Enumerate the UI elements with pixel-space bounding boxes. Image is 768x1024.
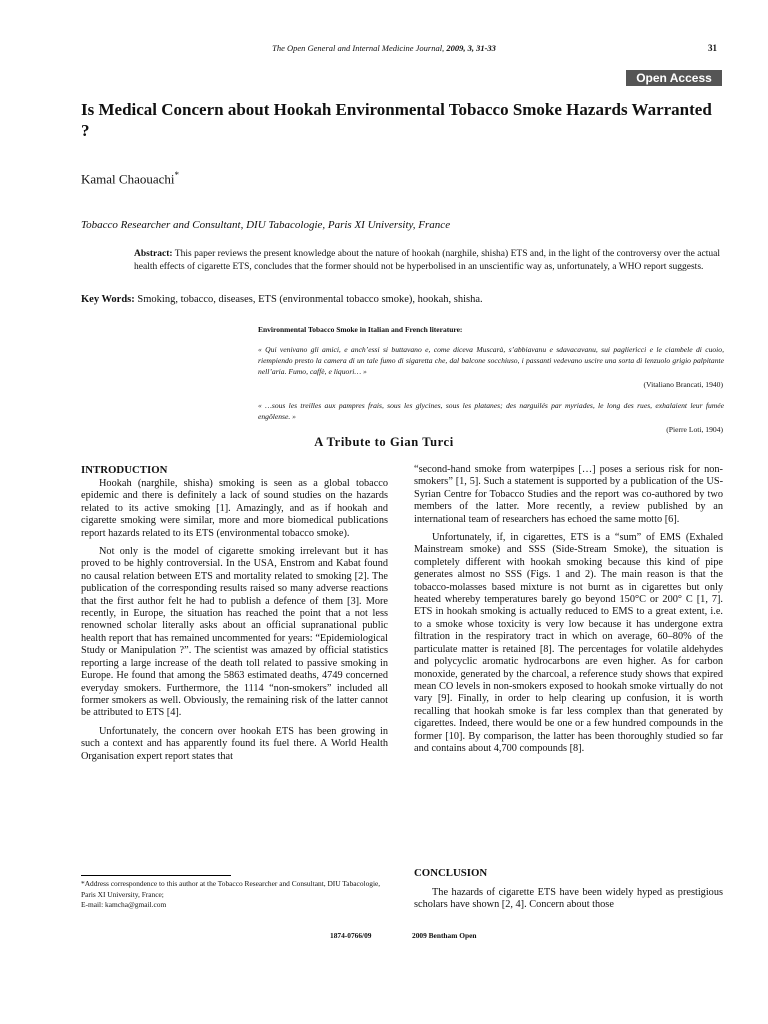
introduction-heading: INTRODUCTION <box>81 464 168 476</box>
journal-header <box>0 43 768 53</box>
journal-year-volume: 2009, 3, <box>446 43 474 53</box>
abstract <box>134 248 720 274</box>
right-column <box>414 464 723 761</box>
tribute-heading: A Tribute to Gian Turci <box>314 435 454 449</box>
conclusion-paragraph-1: The hazards of cigarette ETS have been widely hyped as prestigious scholars have shown [2, 4]. Concern about those <box>414 887 723 911</box>
body-paragraph-2: Unfortunately, if, in cigarettes, ETS is a “sum” of EMS (Exhaled Mainstream smoke) and SSS (Side-Stream Smoke), the situation is completely different with hookah smoking because this kind of pipe generates almost no SSS (Figs. 1 and 2). The main reason is that the tobacco-molasses based mixture is not burnt as in cigarettes but only heated whereby temperatures barely go beyond 150°C or 200° C [1, 7]. ETS in hookah smoking is actually reduced to EMS to a great extent, i.e. to a smoke whose toxicity is very low because it has undergone extra filtration in the respiratory tract in which on average, 60–80% of the particulate matter is retained [8]. The percentages for volatile aldehydes and polycyclic aromatic hydrocarbons are even higher. As for carbon monoxide, generated by the charcoal, a reference study shows that expired mean CO levels in non-smokers exposed to hookah smoke virtually do not vary [9]. Finally, in order to help clearing up confusion, it is worth recalling that hookah smoke is far less complex than that generated by cigarettes. Indeed, there would be one or a few hundred compounds in the former [10]. By comparison, the latter has been thoroughly studied so far and contains about 4,700 compounds [8]. <box>414 532 723 754</box>
epigraph-quote-italian: « Qui venivano gli amici, e anch’essi si buttavano e, come diceva Muscarà, s’abbiavanu e sdavacavanu, sui paglierìcci e le ciambele di cuoio, riempiendo presto la camera di un tale fumo di sigaretta che, dal balcone socchiuso, i passanti vedevano uscire una sorta di lenzuolo grigio palpitante nell’aria. Fumo, caffè, e liquori… » <box>258 345 724 376</box>
footnote-email: E-mail: kamcha@gmail.com <box>81 900 167 909</box>
author-name <box>81 170 179 187</box>
footer-issn: 1874-0766/09 <box>330 931 372 940</box>
footnote-address: *Address correspondence to this author at the Tobacco Researcher and Consultant, DIU Tabacologie, Paris XI University, France; <box>81 879 381 899</box>
conclusion-heading: CONCLUSION <box>414 867 488 879</box>
article-title: Is Medical Concern about Hookah Environmental Tobacco Smoke Hazards Warranted ? <box>81 100 712 140</box>
footnote-divider <box>81 875 231 876</box>
journal-pages: 31-33 <box>476 43 496 53</box>
intro-paragraph-2: Not only is the model of cigarette smoking irrelevant but it has proved to be highly controversial. In the USA, Enstrom and Kabat found no causal relation between ETS and mortality related to smoking [2]. The publication of the corresponding results raised so many adverse reactions that the first author felt he had to publish a defence of them [3]. More recently, in Europe, the situation has reached the point that a not less renowned scholar literally asks about an official supranational public health report that has remained uncommented for years: “Epidemiological Study or Manipulation ?”. The scientist was amazed by official statistics reporting a large increase of the death toll related to passive smoking in Europe. He found that among the 5863 estimated deaths, 4749 concerned everyday smokers. Furthermore, the 1114 “non-smokers” included all former smokers as well. Obviously, the remaining risk of the latter cannot be attributed to ETS [4]. <box>81 546 388 719</box>
footer-publisher: 2009 Bentham Open <box>412 931 477 940</box>
intro-paragraph-1: Hookah (narghile, shisha) smoking is seen as a global tobacco epidemic and there is definitely a lack of sound studies on the hazards related to its active smoking [1]. Amazingly, and as if hookah and cigarette smoking were similar, more and more biomedical publications report hazards related to its ETS (environmental tobacco smoke). <box>81 478 388 539</box>
author-affiliation: Tobacco Researcher and Consultant, DIU Tabacologie, Paris XI University, France <box>81 219 451 231</box>
open-access-badge: Open Access <box>626 70 722 86</box>
keywords-label: Key Words: <box>81 294 135 305</box>
left-column <box>81 478 388 769</box>
epigraph-attribution-italian: (Vitaliano Brancati, 1940) <box>643 380 723 389</box>
conclusion-text <box>414 887 723 918</box>
page-number: 31 <box>708 43 717 53</box>
epigraph-quote-french: « …sous les treilles aux pampres frais, sous les glycines, sous les platanes; des narguilés par myriades, le long des rues, exhalaient leur fumée engôlense. » <box>258 401 724 421</box>
keywords <box>81 294 721 305</box>
epigraph-attribution-french: (Pierre Loti, 1904) <box>666 425 723 434</box>
epigraph-heading: Environmental Tobacco Smoke in Italian and French literature: <box>258 325 463 334</box>
journal-name: The Open General and Internal Medicine Journal, <box>272 43 445 53</box>
author-mark: * <box>174 170 179 180</box>
author-name-text: Kamal Chaouachi <box>81 171 175 187</box>
abstract-text: This paper reviews the present knowledge about the nature of hookah (narghile, shisha) ETS and, in the light of the controversy over the actual health effects of cigarette ETS, concludes that the former should not be hyperbolised in an unscientific way as, unfortunately, a WHO report suggests. <box>134 249 720 272</box>
intro-paragraph-3: Unfortunately, the concern over hookah ETS has been growing in such a context and has apparently found its fuel there. A World Health Organisation expert report states that <box>81 725 388 762</box>
footnote <box>81 879 391 911</box>
body-paragraph-1: “second-hand smoke from waterpipes […] poses a serious risk for non-smokers” [1, 5]. Such a statement is supported by a publication of the US-Syrian Centre for Tobacco Studies and the report was co-authored by two members of the latter. More recently, a review published by an international team of researchers has echoed the same motto [6]. <box>414 464 723 525</box>
abstract-label: Abstract: <box>134 249 173 259</box>
keywords-text: Smoking, tobacco, diseases, ETS (environmental tobacco smoke), hookah, shisha. <box>137 294 483 305</box>
